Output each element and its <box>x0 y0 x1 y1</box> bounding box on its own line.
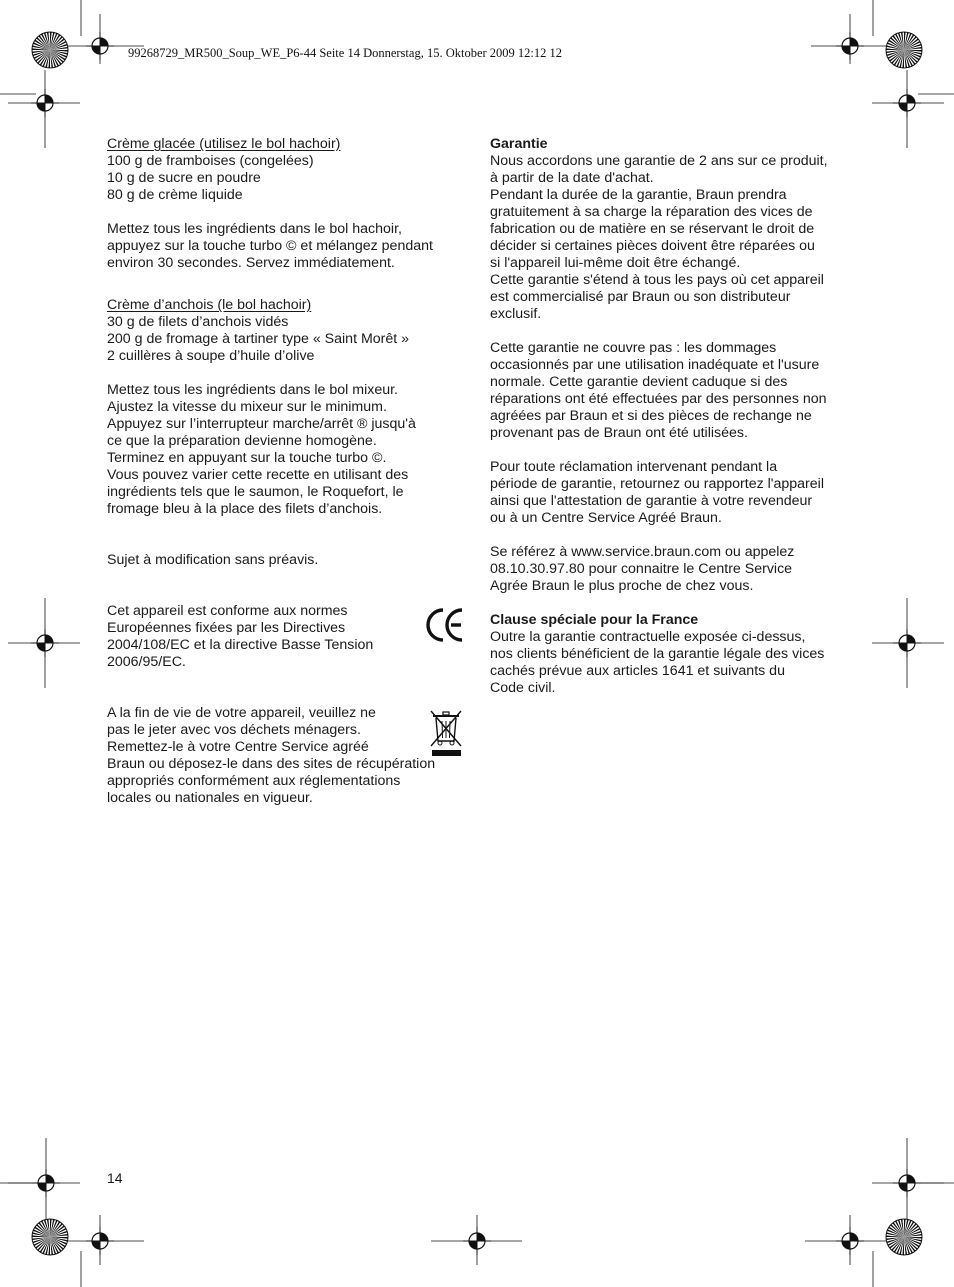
method-line: environ 30 secondes. Servez immédiatement. <box>107 255 395 271</box>
guarantee-line: occasionnés par une utilisation inadéquate et l'usure <box>490 357 820 373</box>
ingredient-line: 80 g de crème liquide <box>107 187 243 203</box>
clause-line: Outre la garantie contractuelle exposée ci-dessus, <box>490 629 806 645</box>
registration-crosshair <box>86 32 114 60</box>
ingredient-line: 10 g de sucre en poudre <box>107 170 261 186</box>
ce-mark-icon <box>426 606 466 644</box>
clause-heading: Clause spéciale pour la France <box>490 612 699 628</box>
method-line: Appuyez sur l’interrupteur marche/arrêt ® jusqu'à <box>107 416 416 432</box>
guarantee-line: à partir de la date d'achat. <box>490 170 654 186</box>
guarantee-line: Pour toute réclamation intervenant pendant la <box>490 459 778 475</box>
registration-crosshair <box>893 1169 921 1197</box>
guarantee-line: Cette garantie s'étend à tous les pays où cet appareil <box>490 272 824 288</box>
registration-crosshair <box>463 1227 491 1255</box>
guarantee-line: décider si certaines pièces doivent être réparées ou <box>490 238 815 254</box>
method-line: ce que la préparation devienne homogène. <box>107 433 377 449</box>
method-line: Mettez tous les ingrédients dans le bol hachoir, <box>107 221 402 237</box>
guarantee-line: fabrication ou de matière en se réservant le droit de <box>490 221 815 237</box>
guarantee-line: Pendant la durée de la garantie, Braun prendra <box>490 187 787 203</box>
clause-line: Code civil. <box>490 680 556 696</box>
guarantee-line: période de garantie, retournez ou rapportez l'appareil <box>490 476 824 492</box>
disposal-line: A la fin de vie de votre appareil, veuillez ne <box>107 705 376 721</box>
conformity-line: Cet appareil est conforme aux normes <box>107 603 348 619</box>
method-line: fromage bleu à la place des filets d’anchois. <box>107 501 383 517</box>
disposal-line: Braun ou déposez-le dans des sites de récupération <box>107 756 436 772</box>
guarantee-line: 08.10.30.97.80 pour connaitre le Centre Service <box>490 561 793 577</box>
ingredient-line: 100 g de framboises (congelées) <box>107 153 314 169</box>
registration-crosshair <box>86 1227 114 1255</box>
method-line: appuyez sur la touche turbo © et mélangez pendant <box>107 238 433 254</box>
guarantee-line: si l'appareil lui-même doit être échangé. <box>490 255 741 271</box>
registration-starburst <box>886 1219 922 1255</box>
ingredient-line: 2 cuillères à soupe d’huile d’olive <box>107 348 315 364</box>
disposal-line: pas le jeter avec vos déchets ménagers. <box>107 722 361 738</box>
guarantee-line: gratuitement à sa charge la réparation des vices de <box>490 204 813 220</box>
guarantee-line: provenant pas de Braun ont été utilisées. <box>490 425 748 441</box>
right-column <box>490 136 852 697</box>
recipe-ice-cream-title: Crème glacée (utilisez le bol hachoir) <box>107 136 341 152</box>
method-line: Vous pouvez varier cette recette en utilisant des <box>107 467 409 483</box>
guarantee-line: Nous accordons une garantie de 2 ans sur ce produit, <box>490 153 828 169</box>
disposal-line: Remettez-le à votre Centre Service agréé <box>107 739 369 755</box>
clause-line: nos clients bénéficient de la garantie légale des vices <box>490 646 825 662</box>
guarantee-line: est commercialisé par Braun ou son distributeur <box>490 289 791 305</box>
guarantee-line: Se référez à www.service.braun.com ou appelez <box>490 544 795 560</box>
disposal-line: appropriés conformément aux réglementations <box>107 773 401 789</box>
registration-crosshair <box>893 89 921 117</box>
registration-crosshair <box>893 629 921 657</box>
registration-crosshair <box>31 629 59 657</box>
guarantee-line: ainsi que l'attestation de garantie à votre revendeur <box>490 493 813 509</box>
guarantee-line: Agrée Braun le plus proche de chez vous. <box>490 578 754 594</box>
guarantee-line: Cette garantie ne couvre pas : les dommages <box>490 340 777 356</box>
conformity-line: 2004/108/EC et la directive Basse Tension <box>107 637 374 653</box>
modification-notice: Sujet à modification sans préavis. <box>107 552 319 568</box>
guarantee-heading: Garantie <box>490 136 548 152</box>
registration-crosshair <box>31 89 59 117</box>
weee-crossed-bin-icon <box>430 708 464 758</box>
left-column <box>107 136 469 807</box>
method-line: Ajustez la vitesse du mixeur sur le minimum. <box>107 399 387 415</box>
ingredient-line: 200 g de fromage à tartiner type « Saint Morêt » <box>107 331 410 347</box>
conformity-line: Européennes fixées par les Directives <box>107 620 346 636</box>
guarantee-line: ou à un Centre Service Agréé Braun. <box>490 510 722 526</box>
guarantee-line: normale. Cette garantie devient caduque si des <box>490 374 788 390</box>
ingredient-line: 30 g de filets d’anchois vidés <box>107 314 289 330</box>
guarantee-line: exclusif. <box>490 306 542 322</box>
registration-crosshair <box>836 1227 864 1255</box>
guarantee-line: agréées par Braun et si des pièces de rechange ne <box>490 408 812 424</box>
method-line: ingrédients tels que le saumon, le Roquefort, le <box>107 484 404 500</box>
recipe-anchovy-title: Crème d’anchois (le bol hachoir) <box>107 297 312 313</box>
disposal-line: locales ou nationales en vigueur. <box>107 790 313 806</box>
method-line: Mettez tous les ingrédients dans le bol mixeur. <box>107 382 398 398</box>
method-line: Terminez en appuyant sur la touche turbo ©. <box>107 450 387 466</box>
registration-crosshair <box>32 1169 60 1197</box>
registration-crosshair <box>836 32 864 60</box>
clause-line: cachés prévue aux articles 1641 et suivants du <box>490 663 785 679</box>
registration-starburst <box>32 1219 68 1255</box>
conformity-line: 2006/95/EC. <box>107 654 186 670</box>
print-slug: 99268729_MR500_Soup_WE_P6-44 Seite 14 Donnerstag, 15. Oktober 2009 12:12 12 <box>128 46 563 60</box>
registration-starburst <box>886 32 922 68</box>
guarantee-line: réparations ont été effectuées par des personnes non <box>490 391 827 407</box>
page-number: 14 <box>107 1170 123 1186</box>
registration-starburst <box>32 32 68 68</box>
